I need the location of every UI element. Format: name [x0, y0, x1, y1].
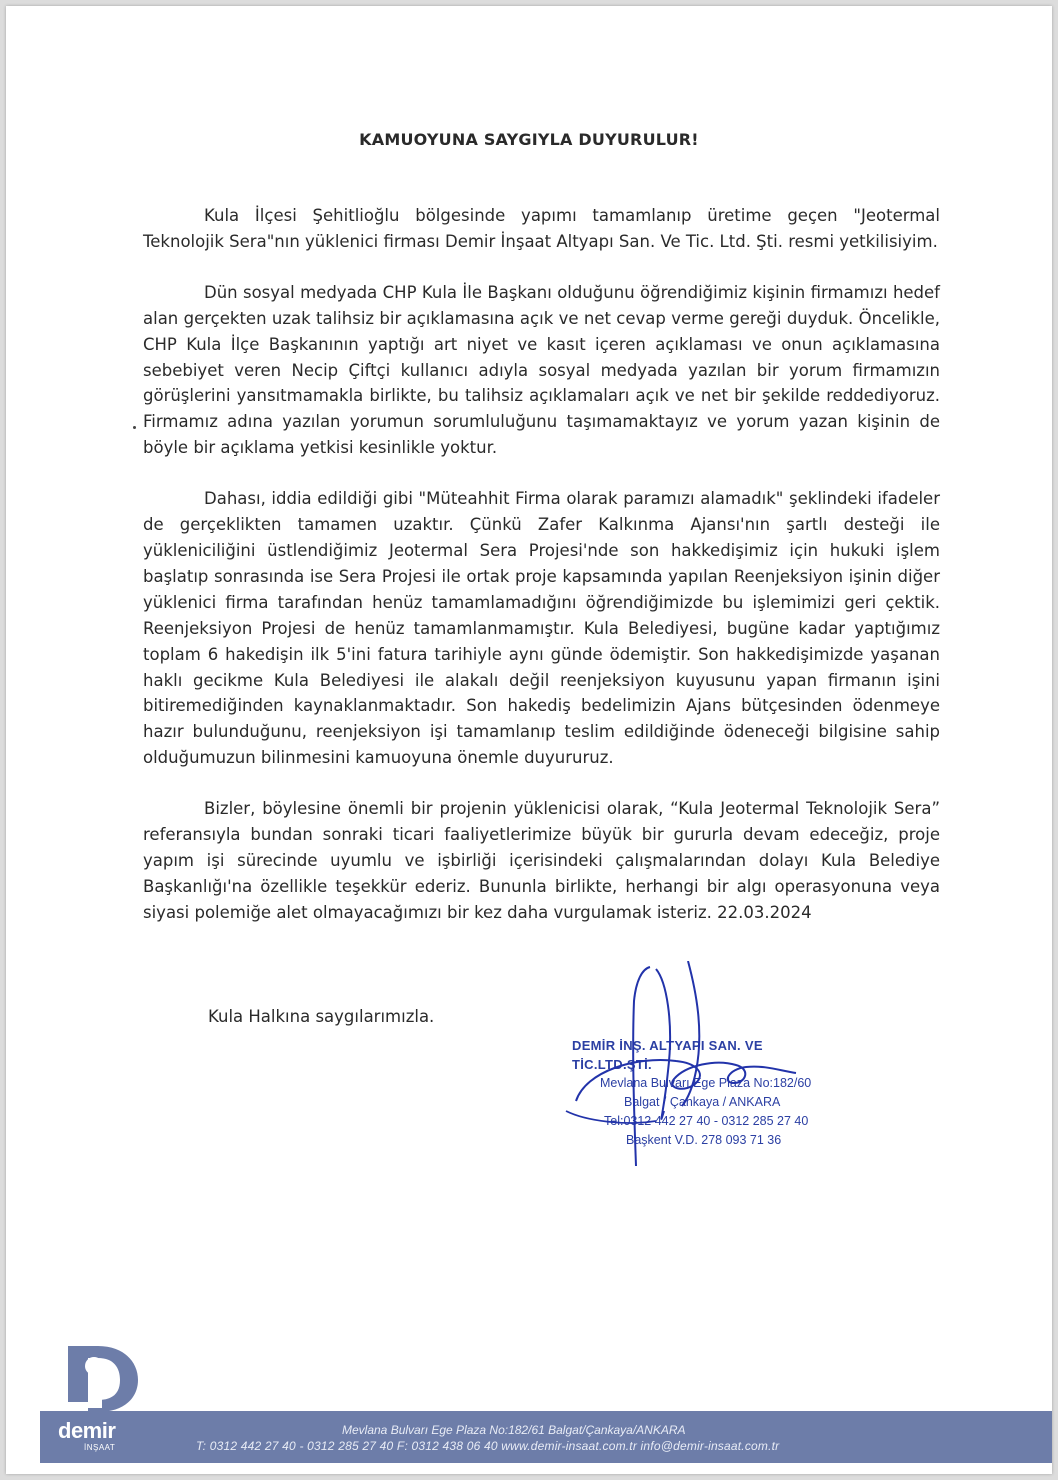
paragraph-thanks: Bizler, böylesine önemli bir projenin yüklenicisi olarak, “Kula Jeotermal Teknolojik Sera” referansıyla bundan sonraki ticari faaliyetlerimize büyük bir gururla devam edeceğiz, proje yapım işi sürecinde uyumlu ve işbirliği içerisindeki çalışmalarından dolayı Kula Belediye Başkanlığı'na özellikle teşekkür ederiz. Bununla birlikte, herhangi bir algı operasyonuna veya siyasi polemiğe alet olmayacağımızı bir kez daha vurgulamak isteriz. 22.03.2024 — [143, 799, 940, 922]
paragraph-intro: Kula İlçesi Şehitlioğlu bölgesinde yapımı tamamlanıp üretime geçen "Jeotermal Teknolojik Sera"nın yüklenici firması Demir İnşaat Altyapı San. Ve Tic. Ltd. Şti. resmi yetkilisiyim. — [143, 206, 940, 251]
footer-band — [40, 1411, 1052, 1463]
paragraph-payment: Dahası, iddia edildiği gibi "Müteahhit Firma olarak paramızı alamadık" şeklindeki ifadeler de gerçeklikten tamamen uzaktır. Çünkü Zafer Kalkınma Ajansı'nın şartlı desteği ile yükleniciliğini üstlendiğimiz Jeotermal Sera Projesi'nde son hakkedişimiz için hukuki işlem başlatıp sonrasında ise Sera Projesi ile ortak proje kapsamında yapılan Reenjeksiyon işinin diğer yüklenici firma tarafından henüz tamamlamadığını öğrendiğimizde bu işlemimizi geri çektik. Reenjeksiyon Projesi de henüz tamamlanmamıştır. Kula Belediyesi, bugüne kadar yaptığımız toplam 6 hakedişin ilk 5'ini fatura tarihiyle aynı günde ödemiştir. Son hakkedişimizde yaşanan haklı gecikme Kula Belediyesi ile alakalı değil reenjeksiyon kuyusunu yapan firmanın işini bitiremediğinden kaynaklanmaktadır. Son hakediş bedelimizin Ajans bütçesinden ödenmeye hazır bulunduğunu, reenjeksiyon işi tamamlanıp teslim edildiğinde ödeneceği bilgisine sahip olduğumuzun bilinmesini kamuoyuna önemle duyururuz. — [143, 489, 940, 768]
logo-name: demir — [58, 1418, 116, 1443]
paragraph-response: Dün sosyal medyada CHP Kula İle Başkanı olduğunu öğrendiğimiz kişinin firmamızı hedef alan gerçekten uzak talihsiz bir açıklamasına açık ve net cevap verme gereği duyduk. Öncelikle, CHP Kula İlçe Başkanının yaptığı art niyet ve kasıt içeren açıklaması ve onun açıklamasına sebebiyet veren Necip Çiftçi kullanıcı adıyla sosyal medyada yazılan bir yorum firmamızın görüşlerini yansıtmamakla birlikte, bu talihsiz açıklamaları açık ve net bir şekilde reddediyoruz. Firmamız adına yazılan yorumun sorumluluğunu taşımamaktayız ve yorum yazan kişinin de böyle bir açıklama yetkisi kesinlikle yoktur. — [143, 282, 940, 458]
closing-line: Kula Halkına saygılarımızla. — [208, 1007, 435, 1026]
stamp-city: Balgat / Çankaya / ANKARA — [624, 1095, 781, 1109]
footer-address: Mevlana Bulvarı Ege Plaza No:182/61 Balgat/Çankaya/ANKARA — [342, 1423, 686, 1437]
scan-speck — [133, 426, 136, 429]
stamp-phone: Tel:0312 442 27 40 - 0312 285 27 40 — [604, 1114, 809, 1128]
stamp-tax-office: Başkent V.D. 278 093 71 36 — [626, 1133, 782, 1147]
stamp-address: Mevlana Bulvarı Ege Plaza No:182/60 — [600, 1076, 812, 1090]
document-title: KAMUOYUNA SAYGIYLA DUYURULUR! — [359, 130, 699, 149]
footer-contact: T: 0312 442 27 40 - 0312 285 27 40 F: 0312 438 06 40 www.demir-insaat.com.tr info@demir-insaat.com.tr — [196, 1439, 780, 1453]
logo-subtitle: İNŞAAT — [84, 1443, 116, 1452]
stamp-company-name: DEMİR İNŞ. ALTYAPI SAN. VE TİC.LTD.ŞTİ. — [572, 1038, 763, 1072]
document-body — [143, 203, 940, 951]
handwritten-signature — [546, 961, 846, 1176]
letter-page — [6, 6, 1052, 1474]
